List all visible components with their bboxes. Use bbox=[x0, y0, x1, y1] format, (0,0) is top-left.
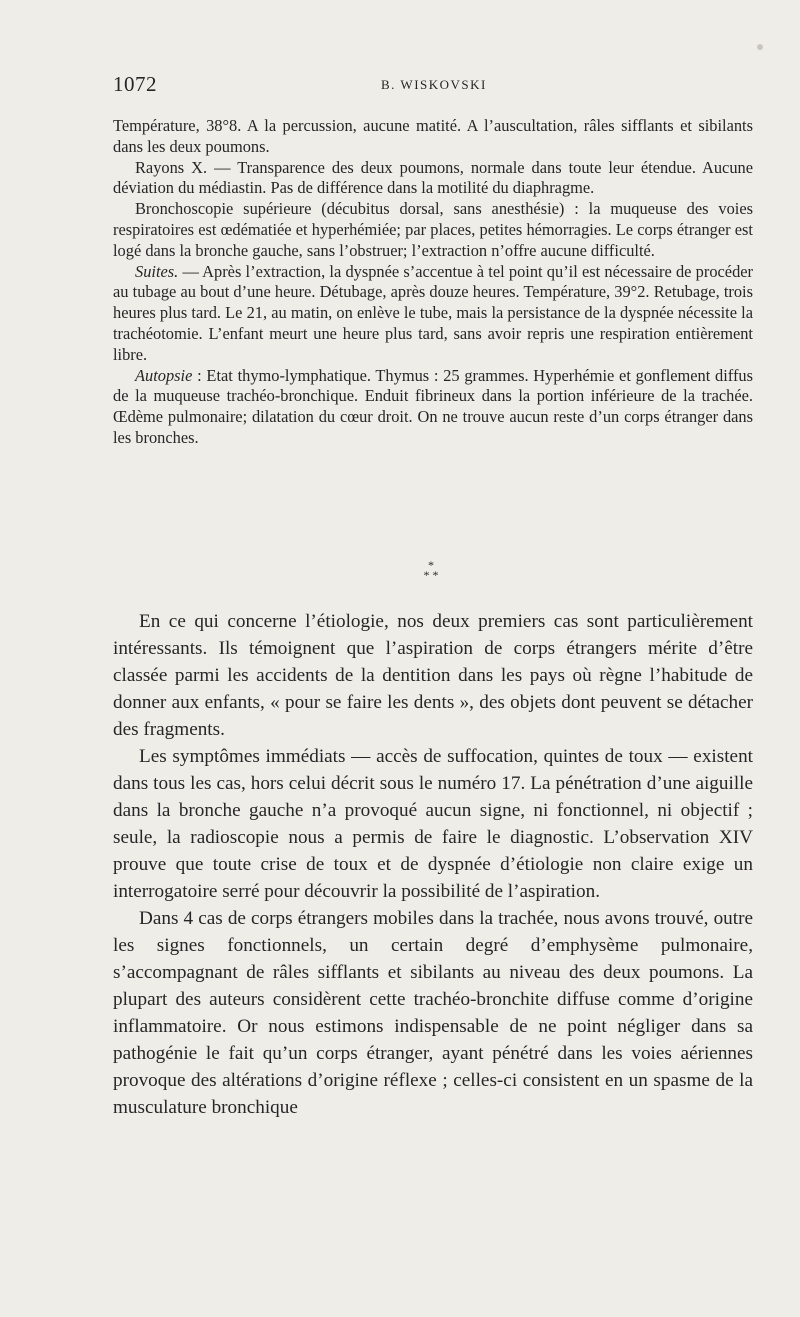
discussion-text bbox=[113, 608, 753, 1121]
page-header bbox=[113, 72, 753, 102]
page-number: 1072 bbox=[113, 72, 157, 96]
suites-text: — Après l’extraction, la dyspnée s’accentue à tel point qu’il est nécessaire de procéder au tubage au bout d’une heure. Détubage, après douze heures. Température, 39°2. Retubage, trois heures plus tard. Le 21, au matin, on enlève le tube, mais la persistance de la dyspnée nécessite la trachéotomie. L’enfant meurt une heure plus tard, sans avoir repris une respiration entièrement libre. bbox=[113, 261, 753, 364]
autopsy-label: Autopsie bbox=[135, 365, 193, 385]
case-paragraph-xray: Rayons X. — Transparence des deux poumons, normale dans toute leur étendue. Aucune déviation du médiastin. Pas de différence dans la motilité du diaphragme. bbox=[113, 157, 753, 198]
case-paragraph-suites bbox=[113, 262, 753, 366]
asterism-top: * bbox=[428, 558, 434, 572]
paper-speck bbox=[757, 44, 763, 50]
case-paragraph-autopsy bbox=[113, 366, 753, 449]
discussion-paragraph-symptoms: Les symptômes immédiats — accès de suffocation, quintes de toux — existent dans tous les cas, hors celui décrit sous le numéro 17. La pénétration d’une aiguille dans la bronche gauche n’a provoqué aucun signe, ni fonctionnel, ni objectif ; seule, la radioscopie nous a permis de faire le diagnostic. L’observation XIV prouve que toute crise de toux et de dyspnée d’étiologie non claire exige un interrogatoire serré pour découvrir la possibilité de l’aspiration. bbox=[113, 746, 753, 902]
autopsy-text: : Etat thymo-lymphatique. Thymus : 25 grammes. Hyperhémie et gonflement diffus de la muqueuse trachéo-bronchique. Enduit fibrineux dans la portion inférieure de la trachée. Œdème pulmonaire; dilatation du cœur droit. On ne trouve aucun reste d’un corps étranger dans les bronches. bbox=[113, 365, 753, 447]
case-paragraph-temperature: Température, 38°8. A la percussion, aucune matité. A l’auscultation, râles sifflants et sibilants dans les deux poumons. bbox=[113, 116, 753, 156]
case-notes bbox=[113, 116, 753, 449]
case-paragraph-bronchoscopy: Bronchoscopie supérieure (décubitus dorsal, sans anesthésie) : la muqueuse des voies respiratoires est œdématiée et hyperhémiée; par places, petites hémorragies. Le corps étranger est logé dans la bronche gauche, sans l’obstruer; l’extraction n’offre aucune difficulté. bbox=[113, 199, 753, 260]
running-head: B. WISKOVSKI bbox=[381, 77, 487, 92]
section-asterism bbox=[0, 560, 800, 580]
asterism-bottom: * * bbox=[423, 568, 439, 582]
suites-label: Suites. bbox=[135, 261, 179, 281]
discussion-paragraph-trachea: Dans 4 cas de corps étrangers mobiles dans la trachée, nous avons trouvé, outre les signes fonctionnels, un certain degré d’emphysème pulmonaire, s’accompagnant de râles sifflants et sibilants au niveau des deux poumons. La plupart des auteurs considèrent cette trachéo-bronchite diffuse comme d’origine inflammatoire. Or nous estimons indispensable de ne point négliger dans sa pathogénie le fait qu’un corps étranger, ayant pénétré dans les voies aériennes provoque des altérations d’origine réflexe ; celles-ci consistent en un spasme de la musculature bronchique bbox=[113, 908, 753, 1118]
discussion-paragraph-etiology: En ce qui concerne l’étiologie, nos deux premiers cas sont particulièrement intéressants. Ils témoignent que l’aspiration de corps étrangers mérite d’être classée parmi les accidents de la dentition dans les pays où règne l’habitude de donner aux enfants, « pour se faire les dents », des objets dont peuvent se détacher des fragments. bbox=[113, 611, 753, 740]
